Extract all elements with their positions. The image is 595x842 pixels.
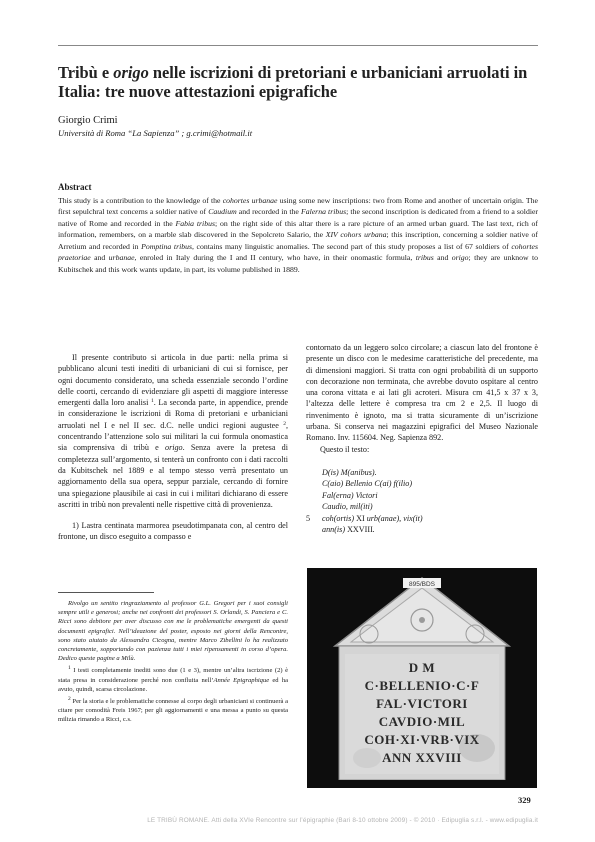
inscription-line: Fal(erna) Victori	[322, 490, 378, 500]
footer-citation: LE TRIBÙ ROMANE. Atti della XVIe Rencontre sur l’épigraphie (Bari 8-10 ottobre 2009) - © 2010 · Edipuglia s.r.l. - www.edipuglia.it	[147, 817, 538, 824]
inscription-line: 5 coh(ortis) XI urb(anae), vix(it)	[306, 513, 423, 523]
body-paragraph-3: contornato da un leggero solco circolare; a ciascun lato del frontone è presente un disco con le medesime caratteristiche del precedente, ma di dimensioni maggiori. Si tratta con ogni probabilità di un supporto con decorazione non terminata, che avrebbe dovuto ospitare al centro una corona vittata e ai lati gli acroteri. Misura cm 41,5 x 37 x 3, l’altezza delle lettere è compresa tra cm 2 e 2,5. Il luogo di rinvenimento è ignoto, ma si tratta sicuramente di un’iscrizione urbana. Si conserva nei magazzini epigrafici del Museo Nazionale Romano. Inv. 115604. Neg. Sapienza 892.	[306, 343, 538, 443]
stone-inscription-line: C·BELLENIO·C·F	[364, 678, 480, 693]
line-number: 5	[306, 513, 311, 523]
marble-slab-image	[307, 568, 537, 788]
stone-inscription-line: ANN XXVIII	[382, 750, 462, 765]
stone-inscription-line: COH·XI·VRB·VIX	[364, 732, 480, 747]
author-name: Giorgio Crimi	[58, 115, 118, 126]
footnote-rule	[58, 592, 154, 593]
inscription-line: D(is) M(anibus).	[322, 467, 377, 477]
photo-tag: 895/BDS	[408, 581, 436, 588]
footnote-ref-1[interactable]: 1	[150, 398, 154, 405]
footnote-ref-2[interactable]: 2	[283, 420, 286, 427]
title-part-2: nelle iscrizioni di pretoriani e urbaniciani arruolati in Italia: tre nuove attestazioni epigrafiche	[58, 63, 528, 101]
body-paragraph-4: Questo il testo:	[320, 444, 370, 454]
author-affiliation: Università di Roma “La Sapienza” ; g.crimi@hotmail.it	[58, 128, 253, 138]
stone-inscription-line: FAL·VICTORI	[376, 696, 468, 711]
inscription-photo	[307, 568, 537, 788]
article-title	[58, 64, 538, 101]
inscription-transcription	[306, 467, 538, 535]
footnote-1: $^1$ I testi completamente inediti sono due (1 e 3), mentre un’altra iscrizione (2) è stata presa in considerazione perché non confluita nell’Année Epigraphique ed ha avuto, quindi, scarsa circolazione.	[58, 665, 288, 693]
body-paragraph-2: 1) Lastra centinata marmorea pseudotimpanata con, al centro del frontone, un disco eseguito a compasso e	[58, 521, 288, 542]
title-part-1: Tribù e	[58, 63, 114, 82]
body-paragraph-1: Il presente contributo si articola in due parti: nella prima si pubblicano alcuni testi inediti di urbaniciani di cui si fornisce, per ogni documento considerato, una scheda essenziale secondo l’ordine delle coorti, cercando di evidenziare gli aspetti di maggiore interesse emergenti dalla loro analisi $^1$. La seconda parte, in appendice, prende in considerazione le iscrizioni di Roma di pretoriani e urbaniciani arruolati nel I e nel II sec. d.C. nelle undici regioni augustee $^2$, concentrando l’attenzione solo sui militari la cui formula onomastica sia comprensiva di tribù e origo. Senza avere la pretesa di completezza sull’argomento, si tenterà un confronto con i dati raccolti da Kubitschek nel 1889 e al tempo stesso verrà presentato un aggiornamento della sua opera, seppur parziale, cercando di fornire una spiegazione plausibile ai casi in cui i militari dichiarano di essere ascritti in tribù non prevalenti nelle rispettive città di provenienza.	[58, 353, 288, 509]
acknowledgement-note: Rivolgo un sentito ringraziamento al professor G.L. Gregori per i suoi consigli sempre utili e generosi; anche nei confronti dei professori S. Orlandi, S. Panciera e C. Ricci sono debitore per aver discusso con me le problematiche emergenti da questi documenti epigrafici. Nell’ideazione del poster, esposto nei giorni della Rencontre, sono stato aiutato da Alessandra Cicogna, mentre Marco Zibellini lo ha realizzato concretamente, sopportando con pazienza tutti i miei ripensamenti in corso d’opera. Dedico queste pagine a Milù.	[58, 600, 288, 663]
footnotes	[58, 599, 288, 728]
abstract-heading: Abstract	[58, 182, 92, 192]
abstract-text: This study is a contribution to the knowledge of the cohortes urbanae using some new inscriptions: two from Rome and another of uncertain origin. The first sepulchral text concerns a soldier native of Caudium and recorded in the Falerna tribus; the second inscription is dedicated from a friend to a soldier native of Rome and recorded in the Fabia tribus; on the right side of this altar there is a rare picture of an armed urban guard. The last text, rich of information, remembers, on a marble slab discovered in the Sepolcreto Salario, the XIV cohors urbana; this inscription, concerning a soldier native of Arretium and recorded in Pomptina tribus, contains many linguistic anomalies. The second part of this study proposes a list of 67 soldiers of cohortes praetoriae and urbanae, enroled in Italy during the I and II century, who have, in their onomastic formula, tribus and origo; they are unknow to Kubitschek and this work wants update, in part, its volume published in 1889.	[58, 196, 539, 274]
body-column-right	[306, 342, 538, 535]
top-rule	[58, 45, 538, 46]
inscription-line: ann(is) XXVIII.	[322, 525, 375, 534]
footnote-2: $^2$ Per la storia e le problematiche connesse al corpo degli urbaniciani si continuerà a citare per comodità Freis 1967; per gli aggiornamenti e una messa a punto su questa milizia rimando a Ricci, c.s.	[58, 696, 288, 724]
inscription-line: Caudio, mil(iti)	[322, 502, 373, 512]
body-column-left	[58, 352, 288, 543]
page-number: 329	[518, 795, 531, 805]
title-italic: origo	[113, 63, 149, 82]
inscription-line: C(aio) Bellenio C(ai) f(ilio)	[322, 479, 413, 489]
stone-inscription-line: D M	[408, 660, 436, 675]
stone-inscription-line: CAVDIO·MIL	[378, 714, 466, 729]
